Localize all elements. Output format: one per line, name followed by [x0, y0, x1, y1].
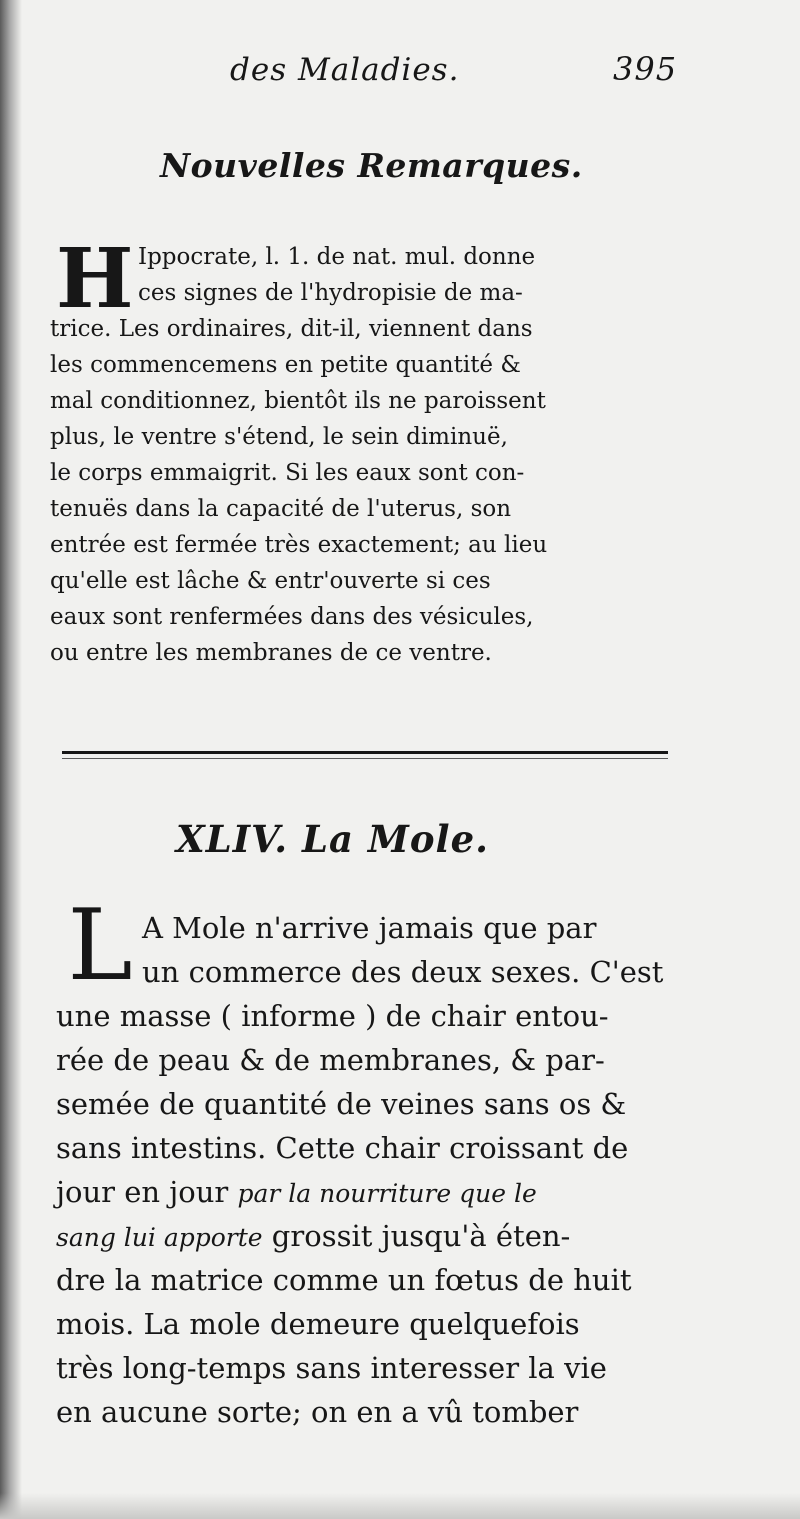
text-segment: grossit jusqu'à éten-	[262, 1219, 571, 1253]
text-line: le corps emmaigrit. Si les eaux sont con-	[50, 460, 525, 486]
text-line: plus, le ventre s'étend, le sein diminuë,	[50, 424, 508, 450]
section-divider-fine	[62, 758, 668, 759]
text-line: semée de quantité de veines sans os &	[56, 1087, 627, 1121]
text-line: A Mole n'arrive jamais que par	[142, 911, 597, 945]
text-line: dre la matrice comme un fœtus de huit	[56, 1263, 632, 1297]
text-line: eaux sont renfermées dans des vésicules,	[50, 604, 534, 630]
text-line: sans intestins. Cette chair croissant de	[56, 1131, 629, 1165]
text-line: mal conditionnez, bientôt ils ne paroissent	[50, 388, 546, 414]
text-line: une masse ( informe ) de chair entou-	[56, 999, 609, 1033]
text-segment: jour en jour	[56, 1175, 238, 1209]
text-line: qu'elle est lâche & entr'ouverte si ces	[50, 568, 491, 594]
page-bottom-shadow	[0, 1493, 800, 1519]
running-title: des Maladies.	[230, 52, 460, 88]
section-divider	[62, 751, 668, 754]
drop-cap-initial: H	[56, 231, 134, 327]
text-line: tenuës dans la capacité de l'uterus, son	[50, 496, 512, 522]
text-line	[56, 1215, 570, 1258]
chapter-heading: XLIV. La Mole.	[176, 817, 490, 861]
text-line: en aucune sorte; on en a vû tomber	[56, 1395, 579, 1429]
text-line: mois. La mole demeure quelquefois	[56, 1307, 580, 1341]
italic-segment: par la nourriture que le	[237, 1179, 537, 1208]
text-line: rée de peau & de membranes, & par-	[56, 1043, 605, 1077]
text-line: très long-temps sans interesser la vie	[56, 1351, 607, 1385]
page-gutter-shadow	[0, 0, 22, 1519]
text-line: Ippocrate, l. 1. de nat. mul. donne	[138, 244, 536, 270]
drop-cap-initial: L	[67, 889, 133, 1003]
text-line: un commerce des deux sexes. C'est	[142, 955, 664, 989]
text-line: trice. Les ordinaires, dit-il, viennent dans	[50, 316, 533, 342]
text-line: ces signes de l'hydropisie de ma-	[138, 280, 523, 306]
italic-segment: sang lui apporte	[56, 1223, 263, 1252]
section-heading: Nouvelles Remarques.	[160, 146, 583, 185]
page-number: 395	[613, 50, 678, 88]
text-line	[56, 1171, 537, 1214]
text-line: les commencemens en petite quantité &	[50, 352, 521, 378]
text-line: entrée est fermée très exactement; au lieu	[50, 532, 548, 558]
text-line: ou entre les membranes de ce ventre.	[50, 640, 492, 666]
